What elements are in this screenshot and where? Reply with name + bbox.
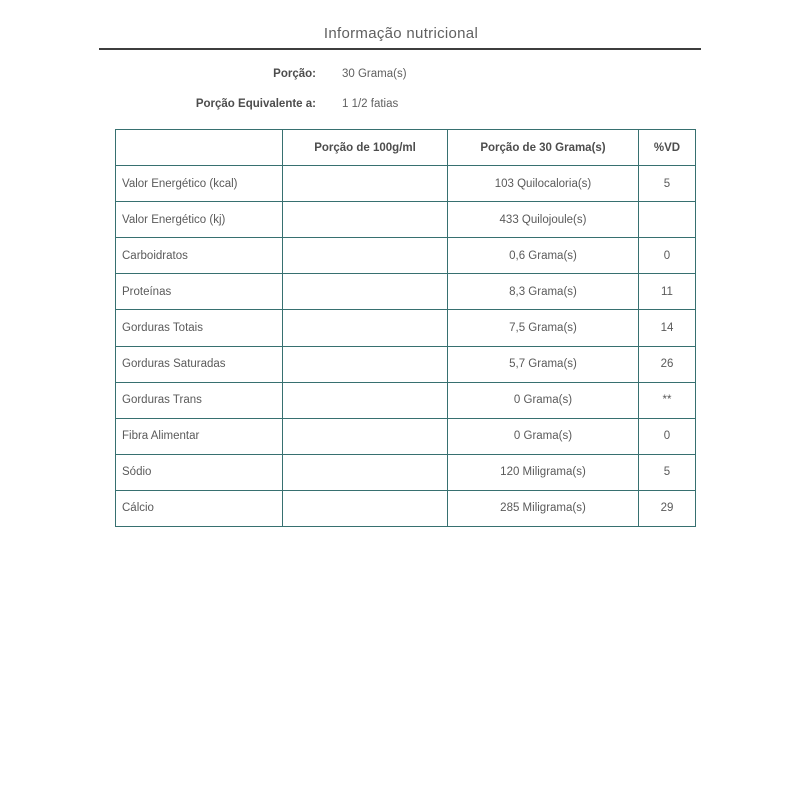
table-row xyxy=(116,310,696,346)
table-header-row xyxy=(116,130,696,166)
portion-label: Porção: xyxy=(273,68,316,80)
row-label-cell: Sódio xyxy=(116,454,283,490)
row-label-cell: Proteínas xyxy=(116,274,283,310)
portion-cell: 5,7 Grama(s) xyxy=(448,346,639,382)
header-empty-cell xyxy=(116,130,283,166)
nutrition-table xyxy=(115,129,696,527)
row-label-cell: Gorduras Trans xyxy=(116,382,283,418)
vd-cell: 5 xyxy=(639,166,696,202)
per100-cell xyxy=(283,202,448,238)
portion-cell: 0,6 Grama(s) xyxy=(448,238,639,274)
portion-equivalent-label: Porção Equivalente a: xyxy=(195,98,316,110)
portion-cell: 8,3 Grama(s) xyxy=(448,274,639,310)
table-row xyxy=(116,346,696,382)
per100-cell xyxy=(283,310,448,346)
table-row xyxy=(116,454,696,490)
per100-cell xyxy=(283,166,448,202)
table-row xyxy=(116,490,696,526)
vd-cell: 29 xyxy=(639,490,696,526)
vd-cell: ** xyxy=(639,382,696,418)
table-row xyxy=(116,418,696,454)
vd-cell: 14 xyxy=(639,310,696,346)
title-divider xyxy=(99,48,701,50)
portion-cell: 0 Grama(s) xyxy=(448,418,639,454)
per100-cell xyxy=(283,490,448,526)
per100-cell xyxy=(283,454,448,490)
table-row xyxy=(116,274,696,310)
row-label-cell: Gorduras Saturadas xyxy=(116,346,283,382)
vd-cell: 11 xyxy=(639,274,696,310)
row-label-cell: Gorduras Totais xyxy=(116,310,283,346)
header-per100-cell: Porção de 100g/ml xyxy=(283,130,448,166)
header-vd-cell: %VD xyxy=(639,130,696,166)
header-portion-cell: Porção de 30 Grama(s) xyxy=(448,130,639,166)
portion-cell: 285 Miligrama(s) xyxy=(448,490,639,526)
vd-cell xyxy=(639,202,696,238)
portion-cell: 433 Quilojoule(s) xyxy=(448,202,639,238)
portion-value: 30 Grama(s) xyxy=(342,68,407,80)
per100-cell xyxy=(283,346,448,382)
vd-cell: 5 xyxy=(639,454,696,490)
portion-cell: 120 Miligrama(s) xyxy=(448,454,639,490)
vd-cell: 0 xyxy=(639,238,696,274)
per100-cell xyxy=(283,382,448,418)
per100-cell xyxy=(283,238,448,274)
table-row xyxy=(116,202,696,238)
page-title: Informação nutricional xyxy=(323,25,479,42)
per100-cell xyxy=(283,418,448,454)
row-label-cell: Valor Energético (kcal) xyxy=(116,166,283,202)
row-label-cell: Carboidratos xyxy=(116,238,283,274)
portion-equivalent-value: 1 1/2 fatias xyxy=(342,98,399,110)
portion-cell: 103 Quilocaloria(s) xyxy=(448,166,639,202)
row-label-cell: Cálcio xyxy=(116,490,283,526)
per100-cell xyxy=(283,274,448,310)
table-row xyxy=(116,166,696,202)
table-row xyxy=(116,238,696,274)
vd-cell: 0 xyxy=(639,418,696,454)
vd-cell: 26 xyxy=(639,346,696,382)
table-row xyxy=(116,382,696,418)
portion-cell: 0 Grama(s) xyxy=(448,382,639,418)
portion-cell: 7,5 Grama(s) xyxy=(448,310,639,346)
row-label-cell: Fibra Alimentar xyxy=(116,418,283,454)
row-label-cell: Valor Energético (kj) xyxy=(116,202,283,238)
